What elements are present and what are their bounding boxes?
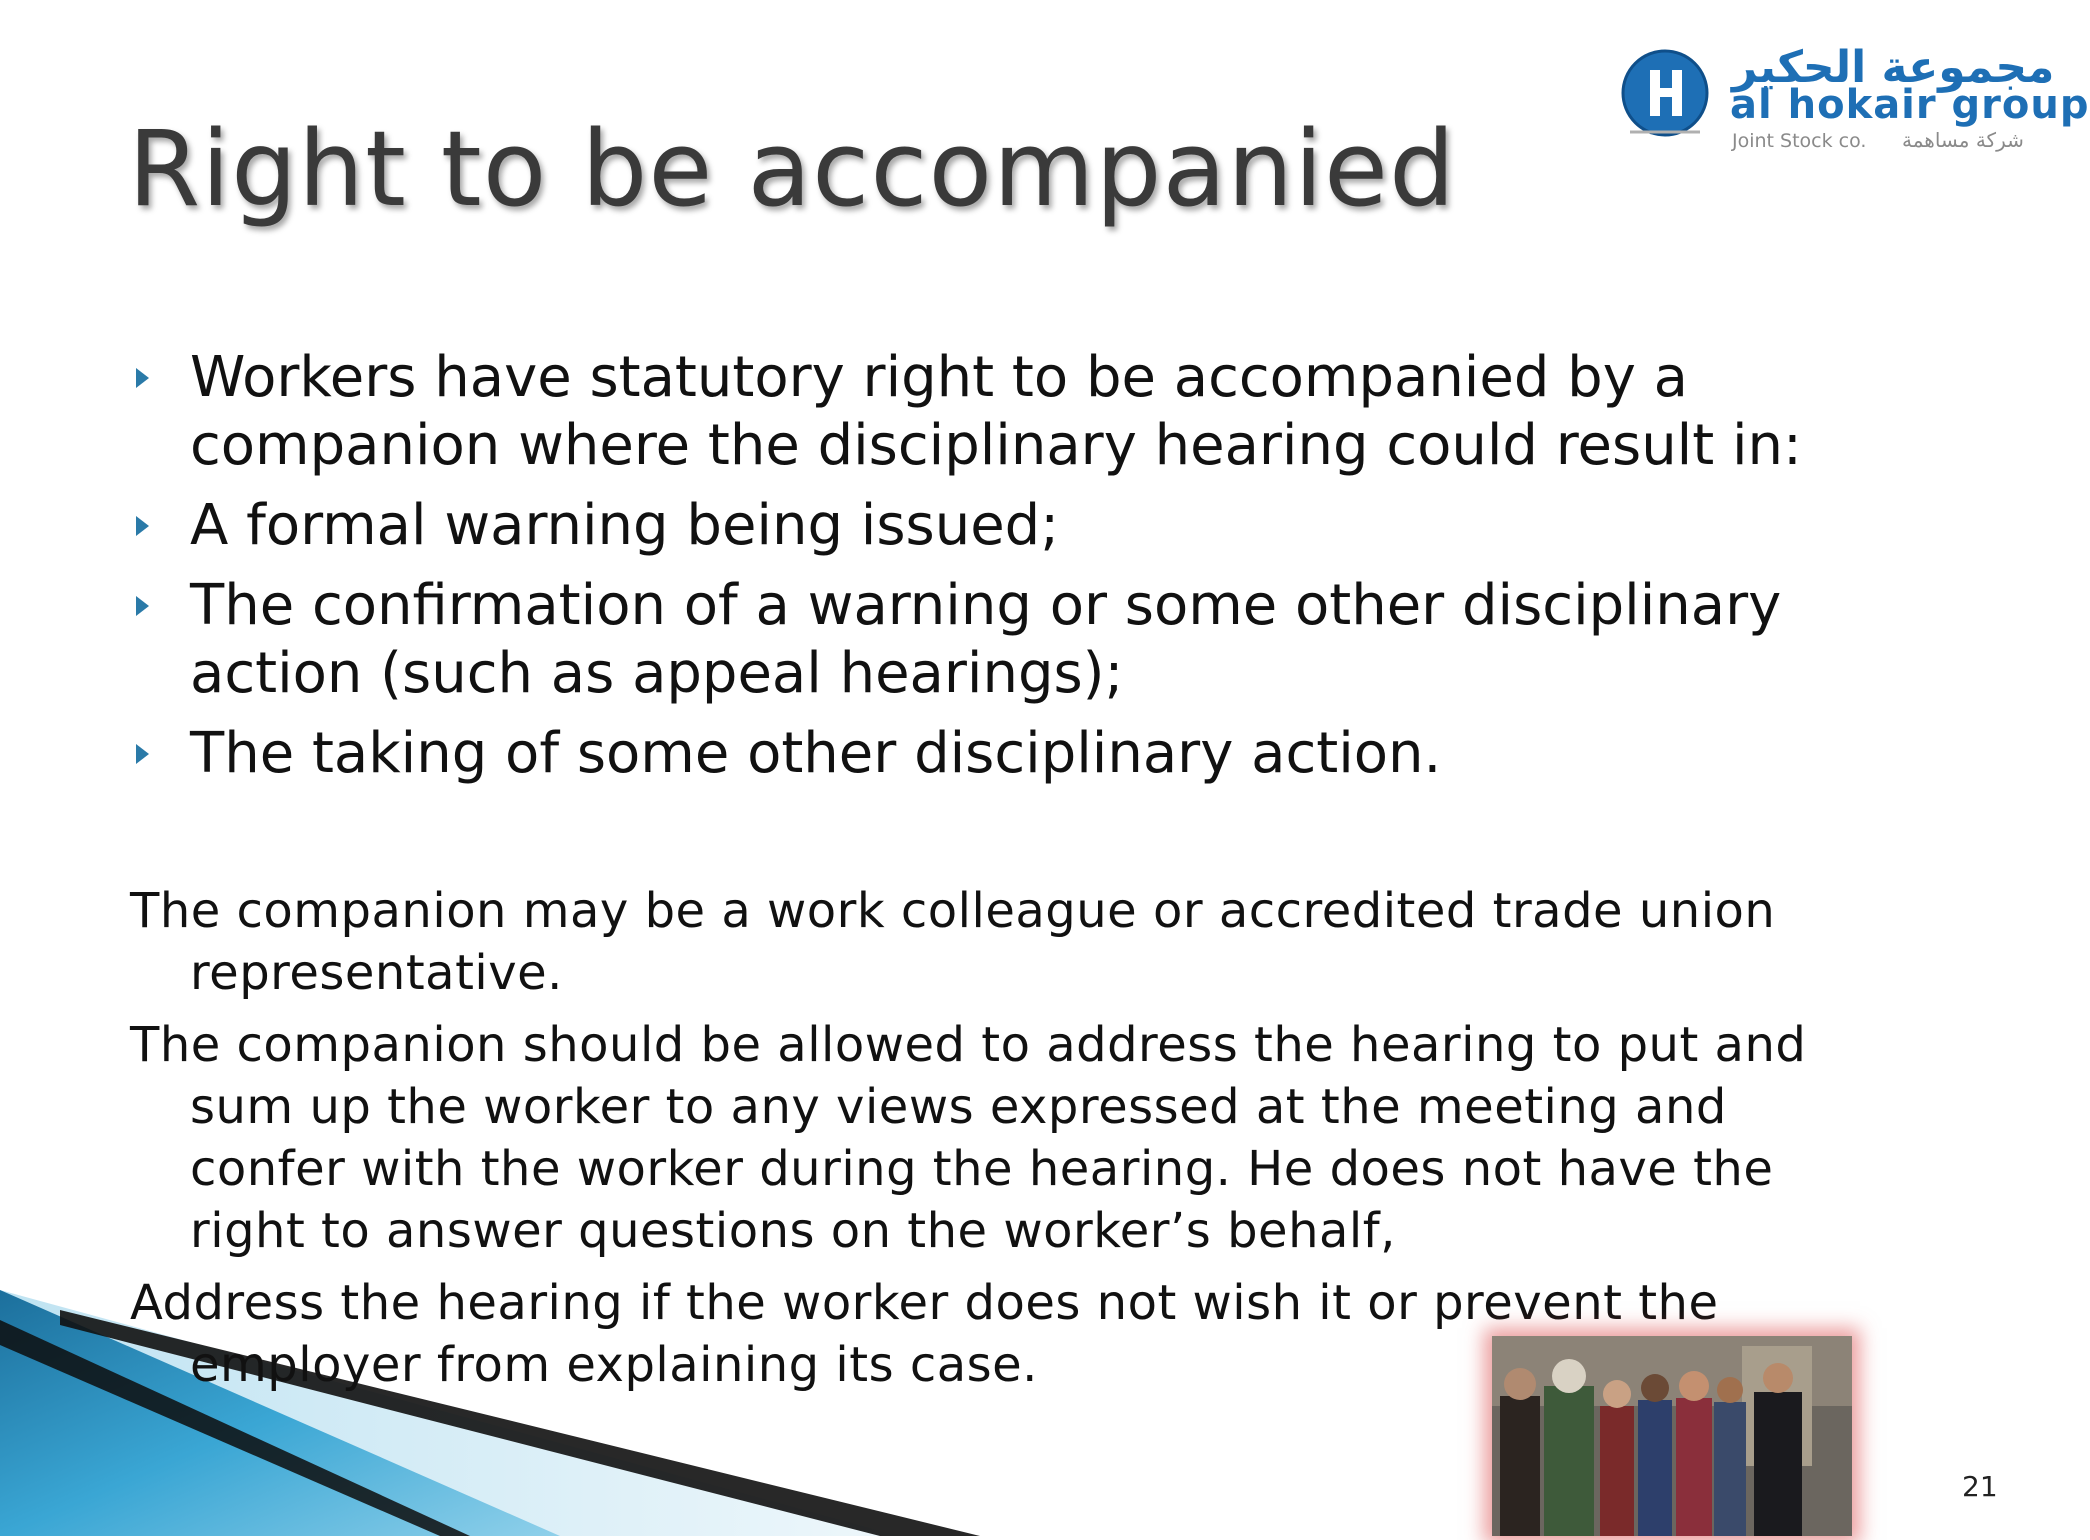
- group-photo: [1492, 1336, 1852, 1536]
- logo-english-name: al hokair group: [1730, 82, 2090, 128]
- bullet-item: [128, 720, 1828, 788]
- triangle-right-icon: [136, 596, 149, 616]
- paragraph: The companion should be allowed to address the hearing to put and sum up the worker to any views expressed at the meeting and confer with the worker during the hearing. He does not have the right to answer questions on the worker’s behalf,: [130, 1017, 1807, 1259]
- bullet-text: The taking of some other disciplinary action.: [190, 721, 1442, 786]
- logo-subtitle: Joint Stock co.: [1732, 130, 1867, 152]
- bullet-item: [128, 344, 1828, 480]
- paragraph: The companion may be a work colleague or accredited trade union representative.: [130, 883, 1776, 1001]
- bullet-text: The confirmation of a warning or some other disciplinary action (such as appeal hearings);: [190, 573, 1782, 706]
- triangle-right-icon: [136, 744, 149, 764]
- paragraph-list: [130, 880, 1870, 1406]
- triangle-right-icon: [136, 516, 149, 536]
- bullet-item: [128, 492, 1828, 560]
- bullet-text: Workers have statutory right to be accompanied by a companion where the disciplinary hearing could result in:: [190, 345, 1802, 478]
- company-logo: [1620, 40, 2090, 160]
- logo-arabic-subtitle: شركة مساهمة: [1902, 128, 2024, 152]
- bullet-item: [128, 572, 1828, 708]
- triangle-right-icon: [136, 368, 149, 388]
- hokair-logo-icon: [1620, 48, 1710, 138]
- bullet-list: [128, 344, 1828, 800]
- page-number: 21: [1962, 1470, 1998, 1503]
- group-photo-image: [1492, 1336, 1852, 1536]
- slide-title: Right to be accompanied: [128, 108, 1457, 230]
- paragraph: Address the hearing if the worker does not wish it or prevent the employer from explaining its case.: [130, 1275, 1719, 1393]
- logo-arabic-name: مجموعة الحكير: [1732, 42, 2055, 93]
- bullet-text: A formal warning being issued;: [190, 493, 1060, 558]
